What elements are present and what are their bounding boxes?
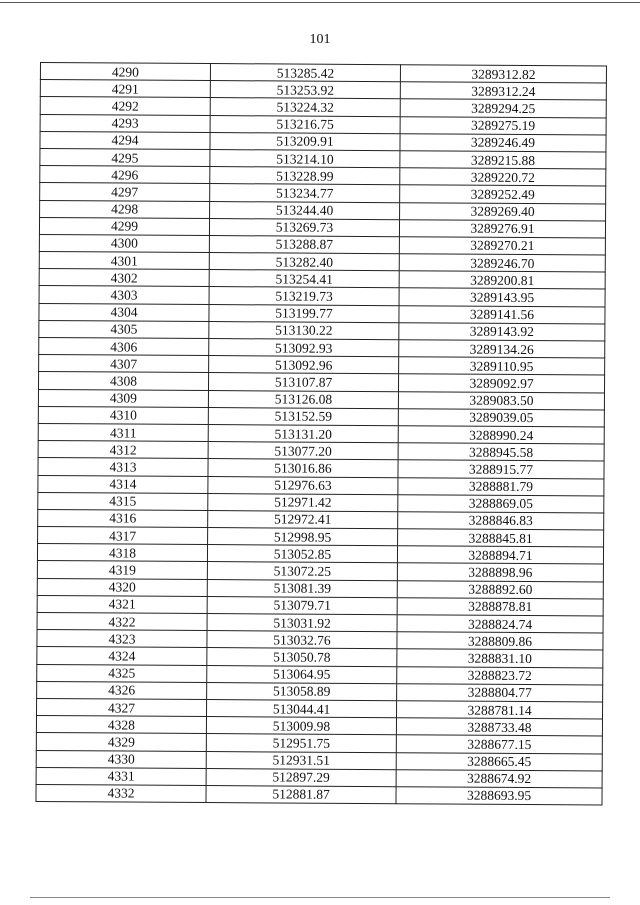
point-number-cell: 4306 xyxy=(39,337,209,355)
x-coordinate-cell: 513130.22 xyxy=(209,321,399,339)
point-number-cell: 4329 xyxy=(36,733,206,751)
point-number-cell: 4302 xyxy=(39,269,209,287)
y-coordinate-cell: 3288881.79 xyxy=(398,477,604,495)
x-coordinate-cell: 512931.51 xyxy=(206,751,396,769)
point-number-cell: 4320 xyxy=(37,578,207,596)
y-coordinate-cell: 3289200.81 xyxy=(399,271,605,289)
y-coordinate-cell: 3288823.72 xyxy=(397,666,603,684)
y-coordinate-cell: 3289220.72 xyxy=(400,168,606,186)
point-number-cell: 4297 xyxy=(40,183,210,201)
x-coordinate-cell: 513131.20 xyxy=(208,424,398,442)
y-coordinate-cell: 3288674.92 xyxy=(396,769,602,787)
point-number-cell: 4312 xyxy=(38,441,208,459)
table-row xyxy=(36,784,602,805)
y-coordinate-cell: 3289312.82 xyxy=(400,65,606,83)
x-coordinate-cell: 513282.40 xyxy=(209,253,399,271)
y-coordinate-cell: 3289312.24 xyxy=(400,82,606,100)
y-coordinate-cell: 3289252.49 xyxy=(400,185,606,203)
y-coordinate-cell: 3288831.10 xyxy=(397,649,603,667)
y-coordinate-cell: 3288846.83 xyxy=(398,512,604,530)
point-number-cell: 4324 xyxy=(37,647,207,665)
y-coordinate-cell: 3288677.15 xyxy=(396,735,602,753)
y-coordinate-cell: 3288824.74 xyxy=(397,615,603,633)
x-coordinate-cell: 512971.42 xyxy=(208,493,398,511)
x-coordinate-cell: 513077.20 xyxy=(208,442,398,460)
point-number-cell: 4301 xyxy=(39,252,209,270)
point-number-cell: 4307 xyxy=(39,355,209,373)
x-coordinate-cell: 513064.95 xyxy=(207,665,397,683)
point-number-cell: 4316 xyxy=(38,509,208,527)
x-coordinate-cell: 513126.08 xyxy=(208,390,398,408)
page-number: 101 xyxy=(309,32,331,47)
x-coordinate-cell: 513199.77 xyxy=(209,304,399,322)
y-coordinate-cell: 3289110.95 xyxy=(399,357,605,375)
x-coordinate-cell: 512897.29 xyxy=(206,768,396,786)
point-number-cell: 4304 xyxy=(39,303,209,321)
point-number-cell: 4292 xyxy=(40,97,210,115)
point-number-cell: 4294 xyxy=(40,131,210,149)
x-coordinate-cell: 512976.63 xyxy=(208,476,398,494)
point-number-cell: 4291 xyxy=(40,80,210,98)
point-number-cell: 4318 xyxy=(37,544,207,562)
x-coordinate-cell: 513209.91 xyxy=(210,132,400,150)
x-coordinate-cell: 513058.89 xyxy=(207,682,397,700)
x-coordinate-cell: 512881.87 xyxy=(206,785,396,803)
point-number-cell: 4325 xyxy=(37,664,207,682)
point-number-cell: 4298 xyxy=(40,200,210,218)
point-number-cell: 4293 xyxy=(40,114,210,132)
point-number-cell: 4300 xyxy=(39,234,209,252)
y-coordinate-cell: 3289294.25 xyxy=(400,99,606,117)
point-number-cell: 4322 xyxy=(37,612,207,630)
point-number-cell: 4326 xyxy=(37,681,207,699)
point-number-cell: 4332 xyxy=(36,784,206,802)
y-coordinate-cell: 3288878.81 xyxy=(397,598,603,616)
x-coordinate-cell: 513253.92 xyxy=(210,81,400,99)
point-number-cell: 4313 xyxy=(38,458,208,476)
y-coordinate-cell: 3289092.97 xyxy=(398,374,604,392)
x-coordinate-cell: 513009.98 xyxy=(206,717,396,735)
y-coordinate-cell: 3289141.56 xyxy=(399,305,605,323)
y-coordinate-cell: 3288898.96 xyxy=(397,563,603,581)
y-coordinate-cell: 3289215.88 xyxy=(400,151,606,169)
x-coordinate-cell: 513050.78 xyxy=(207,648,397,666)
y-coordinate-cell: 3289143.92 xyxy=(399,323,605,341)
y-coordinate-cell: 3289083.50 xyxy=(398,391,604,409)
coordinate-table-container xyxy=(35,62,606,806)
point-number-cell: 4311 xyxy=(38,423,208,441)
y-coordinate-cell: 3289270.21 xyxy=(399,237,605,255)
x-coordinate-cell: 513031.92 xyxy=(207,614,397,632)
y-coordinate-cell: 3289275.19 xyxy=(400,116,606,134)
point-number-cell: 4321 xyxy=(37,595,207,613)
x-coordinate-cell: 513052.85 xyxy=(207,545,397,563)
y-coordinate-cell: 3289269.40 xyxy=(400,202,606,220)
y-coordinate-cell: 3288990.24 xyxy=(398,426,604,444)
point-number-cell: 4305 xyxy=(39,320,209,338)
y-coordinate-cell: 3289143.95 xyxy=(399,288,605,306)
x-coordinate-cell: 513152.59 xyxy=(208,407,398,425)
x-coordinate-cell: 512972.41 xyxy=(208,510,398,528)
y-coordinate-cell: 3288804.77 xyxy=(397,683,603,701)
x-coordinate-cell: 513254.41 xyxy=(209,270,399,288)
point-number-cell: 4314 xyxy=(38,475,208,493)
x-coordinate-cell: 512951.75 xyxy=(206,734,396,752)
bottom-border-line xyxy=(30,897,610,898)
x-coordinate-cell: 513288.87 xyxy=(209,235,399,253)
point-number-cell: 4290 xyxy=(40,63,210,81)
y-coordinate-cell: 3288809.86 xyxy=(397,632,603,650)
point-number-cell: 4296 xyxy=(40,166,210,184)
y-coordinate-cell: 3288693.95 xyxy=(396,787,602,805)
point-number-cell: 4309 xyxy=(38,389,208,407)
top-border-line xyxy=(0,2,640,3)
x-coordinate-cell: 513032.76 xyxy=(207,631,397,649)
point-number-cell: 4331 xyxy=(36,767,206,785)
y-coordinate-cell: 3288665.45 xyxy=(396,752,602,770)
y-coordinate-cell: 3288894.71 xyxy=(397,546,603,564)
y-coordinate-cell: 3289246.70 xyxy=(399,254,605,272)
point-number-cell: 4299 xyxy=(39,217,209,235)
x-coordinate-cell: 513092.93 xyxy=(209,339,399,357)
point-number-cell: 4303 xyxy=(39,286,209,304)
point-number-cell: 4327 xyxy=(37,698,207,716)
x-coordinate-cell: 513214.10 xyxy=(210,149,400,167)
y-coordinate-cell: 3288781.14 xyxy=(397,701,603,719)
x-coordinate-cell: 513269.73 xyxy=(209,218,399,236)
x-coordinate-cell: 513228.99 xyxy=(210,167,400,185)
point-number-cell: 4323 xyxy=(37,630,207,648)
y-coordinate-cell: 3289246.49 xyxy=(400,133,606,151)
y-coordinate-cell: 3288845.81 xyxy=(398,529,604,547)
y-coordinate-cell: 3289134.26 xyxy=(399,340,605,358)
y-coordinate-cell: 3288892.60 xyxy=(397,580,603,598)
y-coordinate-cell: 3288915.77 xyxy=(398,460,604,478)
x-coordinate-cell: 513234.77 xyxy=(210,184,400,202)
x-coordinate-cell: 513285.42 xyxy=(210,64,400,82)
x-coordinate-cell: 513072.25 xyxy=(207,562,397,580)
x-coordinate-cell: 512998.95 xyxy=(208,528,398,546)
y-coordinate-cell: 3289039.05 xyxy=(398,408,604,426)
point-number-cell: 4317 xyxy=(38,527,208,545)
y-coordinate-cell: 3288869.05 xyxy=(398,494,604,512)
y-coordinate-cell: 3288945.58 xyxy=(398,443,604,461)
x-coordinate-cell: 513244.40 xyxy=(210,201,400,219)
point-number-cell: 4295 xyxy=(40,148,210,166)
x-coordinate-cell: 513081.39 xyxy=(207,579,397,597)
x-coordinate-cell: 513016.86 xyxy=(208,459,398,477)
point-number-cell: 4315 xyxy=(38,492,208,510)
x-coordinate-cell: 513107.87 xyxy=(208,373,398,391)
y-coordinate-cell: 3289276.91 xyxy=(399,219,605,237)
point-number-cell: 4328 xyxy=(36,716,206,734)
y-coordinate-cell: 3288733.48 xyxy=(396,718,602,736)
x-coordinate-cell: 513224.32 xyxy=(210,98,400,116)
point-number-cell: 4310 xyxy=(38,406,208,424)
x-coordinate-cell: 513079.71 xyxy=(207,596,397,614)
point-number-cell: 4330 xyxy=(36,750,206,768)
coordinate-table-body xyxy=(36,63,607,806)
point-number-cell: 4308 xyxy=(39,372,209,390)
x-coordinate-cell: 513092.96 xyxy=(209,356,399,374)
point-number-cell: 4319 xyxy=(37,561,207,579)
x-coordinate-cell: 513219.73 xyxy=(209,287,399,305)
x-coordinate-cell: 513044.41 xyxy=(207,699,397,717)
coordinate-table xyxy=(35,62,607,806)
x-coordinate-cell: 513216.75 xyxy=(210,115,400,133)
